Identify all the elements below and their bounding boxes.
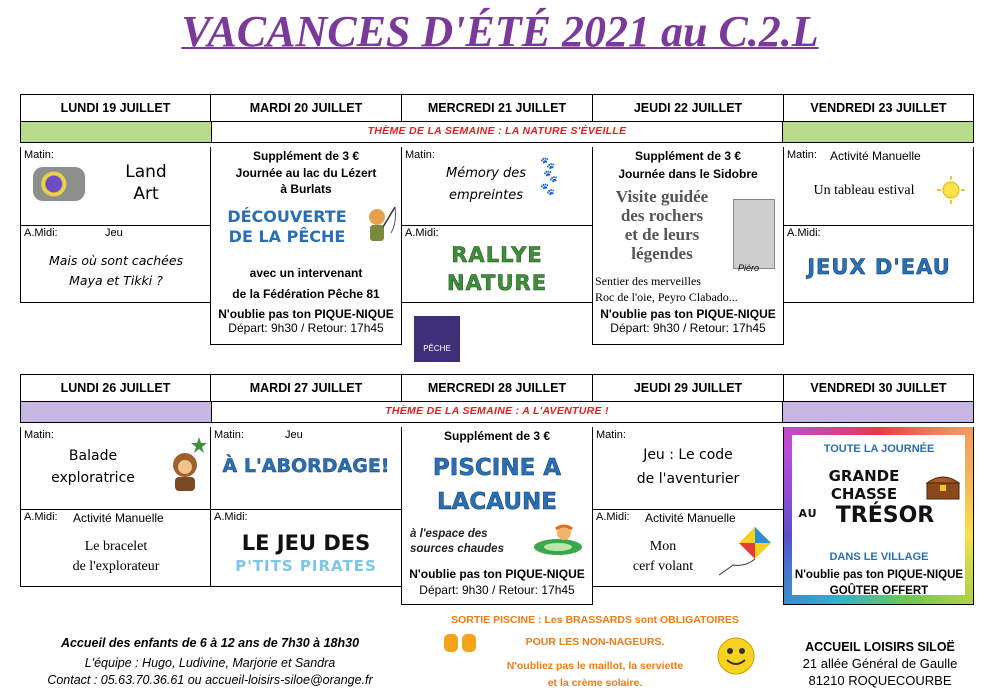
water-games-title: JEUX D'EAU [807, 255, 951, 279]
treasure-title: GRANDE CHASSE [828, 467, 900, 503]
info-block [20, 636, 400, 687]
activity-type: Activité Manuelle [73, 511, 164, 525]
walk-text: Balade exploratrice [51, 448, 135, 486]
rocks-title: Visite guidée des rochers et de leurs légendes [615, 187, 709, 263]
bracelet-text: Le bracelet de l'explorateur [72, 539, 160, 574]
treasure-chest-icon [924, 471, 962, 501]
explorer-monkey-icon [161, 433, 207, 495]
contact: Contact : 05.63.70.36.61 ou accueil-loisirs-siloe@orange.fr [47, 673, 373, 687]
armbands-icon [442, 630, 478, 656]
code-game-text: Jeu : Le code de l'aventurier [636, 447, 740, 487]
day-header: VENDREDI 30 JUILLET [783, 374, 974, 402]
treasure-title-au: AU [798, 507, 818, 520]
all-day-label: TOUTE LA JOURNÉE [823, 443, 935, 455]
activity-type: Activité Manuelle [830, 149, 921, 163]
free-snack: GOÛTER OFFERT [829, 585, 929, 597]
team: L'équipe : Hugo, Ludivine, Marjorie et Sandra [84, 656, 336, 670]
amidi-label: A.Midi: [214, 511, 248, 523]
pirates-title-line1: LE JEU DES [241, 531, 371, 555]
day-header: LUNDI 26 JUILLET [20, 374, 210, 402]
pool-notice-line3: N'oubliez pas le maillot, la serviette et la crème solaire. [506, 660, 684, 689]
picnic-reminder: N'oublie pas ton PIQUE-NIQUE [600, 307, 776, 321]
amidi-label: A.Midi: [787, 227, 821, 239]
pool-notice-line1: SORTIE PISCINE : Les BRASSARDS sont OBLIGATOIRES [451, 614, 739, 626]
mon-26-cell [20, 427, 211, 587]
thu-29-cell [592, 427, 784, 587]
matin-label: Matin: [214, 429, 244, 441]
day-header: MARDI 27 JUILLET [210, 374, 401, 402]
supplement: Supplément de 3 € [252, 149, 360, 163]
summer-painting-text: Un tableau estival [813, 183, 915, 198]
trip-text: Journée dans le Sidobre [618, 167, 758, 181]
org-name: ACCUEIL LOISIRS SILOË [805, 640, 955, 654]
fishing-federation-logo [414, 316, 460, 362]
logo-text: PÊCHE [423, 344, 451, 353]
treasure-title-word: TRÉSOR [835, 503, 935, 528]
pirates-title-line2: P'TITS PIRATES [235, 557, 377, 575]
wed-28-cell [401, 427, 593, 605]
boarding-title: À L'ABORDAGE! [222, 455, 390, 477]
kite-text: Mon cerf volant [632, 539, 694, 574]
matin-label: Matin: [596, 429, 626, 441]
rock-statue-photo [733, 199, 775, 269]
trail-detail: Sentier des merveilles Roc de l'oie, Peyro Clabado... [595, 274, 738, 304]
thu-22-cell [592, 147, 784, 345]
divider [402, 225, 592, 226]
day-header: MERCREDI 21 JUILLET [401, 94, 592, 122]
day-header: VENDREDI 23 JUILLET [783, 94, 974, 122]
kite-icon [715, 523, 775, 579]
matin-label: Matin: [405, 149, 435, 161]
pool-title: PISCINE A LACAUNE [432, 455, 562, 515]
times: Départ: 9h30 / Retour: 17h45 [419, 583, 575, 597]
org-address-city: 81210 ROQUECOURBE [808, 673, 952, 688]
times: Départ: 9h30 / Retour: 17h45 [228, 321, 384, 335]
amidi-label: A.Midi: [596, 511, 630, 523]
picnic-reminder: N'oublie pas ton PIQUE-NIQUE [218, 307, 394, 321]
matin-label: Matin: [24, 149, 54, 161]
tue-20-cell [210, 147, 402, 345]
day-header: MERCREDI 28 JUILLET [401, 374, 592, 402]
hide-seek-text: Mais où sont cachées Maya et Tikki ? [48, 253, 184, 288]
fishing-title: DÉCOUVERTE DE LA PÊCHE [227, 207, 347, 246]
week-1-header-row [20, 94, 974, 122]
matin-label: Matin: [24, 429, 54, 441]
amidi-label: A.Midi: [24, 227, 58, 239]
day-header: MARDI 20 JUILLET [210, 94, 401, 122]
smiley-icon [712, 632, 760, 678]
amidi-label: A.Midi: [24, 511, 58, 523]
matin-label: Matin: [787, 149, 817, 161]
rally-title: RALLYE NATURE [446, 243, 548, 295]
paw-prints-icon: 🐾 🐾 🐾 [540, 156, 559, 196]
activity-type: Jeu [105, 227, 123, 239]
supplement: Supplément de 3 € [634, 149, 742, 163]
week-2-theme: THÈME DE LA SEMAINE : A L'AVENTURE ! [211, 402, 783, 422]
fri-23-cell [783, 147, 974, 303]
pool-notice-line2: POUR LES NON-NAGEURS. [525, 636, 665, 648]
day-header: JEUDI 22 JUILLET [592, 94, 783, 122]
fisher-icon [357, 203, 397, 249]
org-address-street: 21 allée Général de Gaulle [802, 656, 958, 671]
divider [21, 509, 211, 510]
address-block [770, 640, 990, 688]
swimmer-icon [530, 523, 586, 557]
week-2-theme-bar [20, 401, 974, 423]
village-label: DANS LE VILLAGE [829, 551, 929, 563]
wed-21-cell [401, 147, 593, 303]
ages-hours: Accueil des enfants de 6 à 12 ans de 7h30 à 18h30 [60, 636, 360, 650]
day-header: LUNDI 19 JUILLET [20, 94, 210, 122]
activity-type: Activité Manuelle [645, 511, 736, 525]
activity-type: Jeu [285, 429, 303, 441]
amidi-label: A.Midi: [405, 227, 439, 239]
supplement: Supplément de 3 € [443, 429, 551, 443]
page-title: VACANCES D'ÉTÉ 2021 au C.2.L [181, 7, 819, 56]
land-art-photo [33, 167, 85, 201]
statue-caption: Piéro [738, 263, 760, 273]
memory-text: Mémory des empreintes [445, 166, 527, 203]
land-art-text: Land Art [125, 162, 167, 204]
divider [21, 225, 211, 226]
divider [593, 509, 783, 510]
divider [211, 509, 401, 510]
tue-27-cell [210, 427, 402, 587]
week-2-header-row [20, 374, 974, 402]
day-header: JEUDI 29 JUILLET [592, 374, 783, 402]
divider [784, 225, 974, 226]
picnic-reminder: N'oublie pas ton PIQUE-NIQUE [794, 569, 964, 581]
mon-19-cell [20, 147, 211, 303]
times: Départ: 9h30 / Retour: 17h45 [610, 321, 766, 335]
picnic-reminder: N'oublie pas ton PIQUE-NIQUE [409, 567, 585, 581]
week-1-theme-bar [20, 121, 974, 143]
trip-text: Journée au lac du Lézert à Burlats [235, 166, 377, 196]
instructor-text: avec un intervenant de la Fédération Pêche 81 [232, 266, 380, 301]
fri-30-cell [783, 427, 974, 605]
sun-icon [934, 175, 968, 205]
hot-springs-text: à l'espace des sources chaudes [410, 528, 504, 555]
week-1-theme: THÈME DE LA SEMAINE : LA NATURE S'ÉVEILLE [211, 122, 783, 142]
